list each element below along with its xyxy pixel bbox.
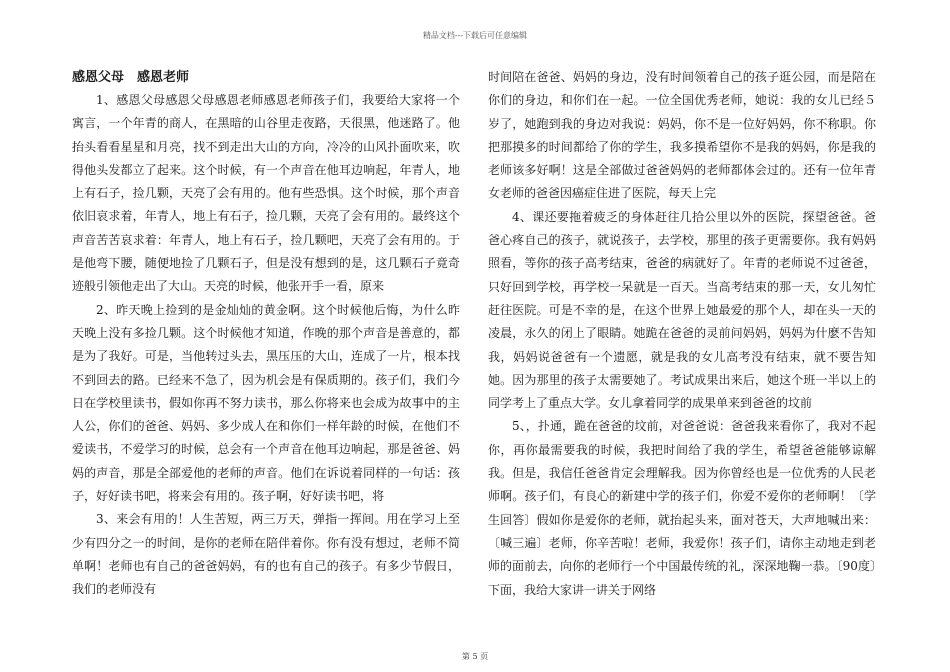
page-header: 精品文档---下载后可任意编辑 xyxy=(422,31,528,40)
paragraph-1: 1、感恩父母感恩父母感恩老师感恩老师孩子们，我要给大家将一个寓言，一个年青的商人，在黑暗的山谷里走夜路，天很黑，他迷路了。他抬头看看星星和月亮，找不到走出大山的方向，冷冷的山风扑面吹来，吹得他头发都立了起来。这个时候，有一个声音在他耳边响起，年青人，地上有石子，捡几颗，天亮了会有用的。他有些恐惧。这个时候，那个声音依旧哀求着，年青人，地上有石子，捡几颗，天亮了会有用的。最终这个声音苦苦哀求着：年青人，地上有石子，捡几颗吧，天亮了会有用的。于是他弯下腰，随便地捡了几颗石子，但是没有想到的是，这几颗石子竟奇迹般引领他走出了大山。天亮的时候，他张开手一看，原来 xyxy=(72,93,460,294)
paragraph-3: 3、来会有用的！人生苦短，两三万天，弹指一挥间。用在学习上至少有四分之一的时间，是你的老师在陪伴着你。你有没有想过，老师不简单啊！老师也有自己的爸爸妈妈，有的也有自己的孩子。有多少节假日，我们的老师没有 xyxy=(72,512,460,597)
paragraph-3-continued: 时间陪在爸爸、妈妈的身边，没有时间领着自己的孩子逛公园，而是陪在你们的身边，和你们在一起。一位全国优秀老师，她说：我的女儿已经５岁了，她跑到我的身边对我说：妈妈，你不是一位好妈妈，你不称职。你把那摸多的时间都给了你的学生，我多摸希望你不是我的妈妈，你是我的老师该多好啊！这是全部做过爸爸妈妈的老师都体会过的。还有一位年青女老师的爸爸因癌症住进了医院，每天上完 xyxy=(488,70,876,201)
paragraph-2: 2、昨天晚上捡到的是金灿灿的黄金啊。这个时候他后悔，为什么昨天晚上没有多捡几颗。这个时候他才知道，作晚的那个声音是善意的，都是为了我好。可是，当他转过头去，黑压压的大山，连成了一片，根本找不到回去的路。已经来不急了，因为机会是有保质期的。孩子们，我们今日在学校里读书，假如你再不努力读书，那么你将来也会成为故事中的主人公，你们的爸爸、妈妈、多少成人在和你们一样年龄的时候，在他们不爱读书，不爱学习的时候，总会有一个声音在他耳边响起，那是爸爸、妈妈的声音，那是全部爱他的老师的声音。他们在诉说着同样的一句话：孩子，好好读书吧，将来会有用的。孩子啊，好好读书吧，将 xyxy=(72,302,460,504)
paragraph-4: 4、课还要拖着疲乏的身体赶往几拾公里以外的医院，探望爸爸。爸爸心疼自己的孩子，就说孩子，去学校，那里的孩子更需要你。我有妈妈照看，等你的孩子高考结束，爸爸的病就好了。年青的老师说不过爸爸，只好回到学校，再学校一呆就是一百天。当高考结束的那一天，女儿匆忙赶往医院。可是不幸的是，在这个世界上她最爱的那个人，却在头一天的凌晨，永久的闭上了眼睛。她跪在爸爸的灵前问妈妈，妈妈为什麽不告知我，妈妈说爸爸有一个遗愿，就是我的女儿高考没有结束，就不要告知她。因为那里的孩子太需要她了。考试成果出来后，她这个班一半以上的同学考上了重点大学。女儿拿着同学的成果单来到爸爸的坟前 xyxy=(488,209,876,411)
document-title: 感恩父母 感恩老师 xyxy=(72,70,190,85)
right-column xyxy=(488,66,876,602)
paragraph-5: 5、，扑通，跪在爸爸的坟前，对爸爸说：爸爸我来看你了，我对不起你，再你最需要我的时候，我把时间给了我的学生，希望爸爸能够谅解我。但是，我信任爸爸肯定会理解我。因为你曾经也是一位优秀的人民老师啊。孩子们，有良心的新建中学的孩子们，你爱不爱你的老师啊！〔学生回答〕假如你是爱你的老师，就抬起头来，面对苍天，大声地喊出来：〔喊三遍〕老师，你辛苦啦！老师，我爱你！孩子们，请你主动地走到老师的面前去，向你的老师行一个中国最传统的礼，深深地鞠一恭。〔90度〕下面，我给大家讲一讲关于网络 xyxy=(488,419,876,597)
left-column xyxy=(72,66,460,602)
page-number: 第 5 页 xyxy=(461,652,489,661)
